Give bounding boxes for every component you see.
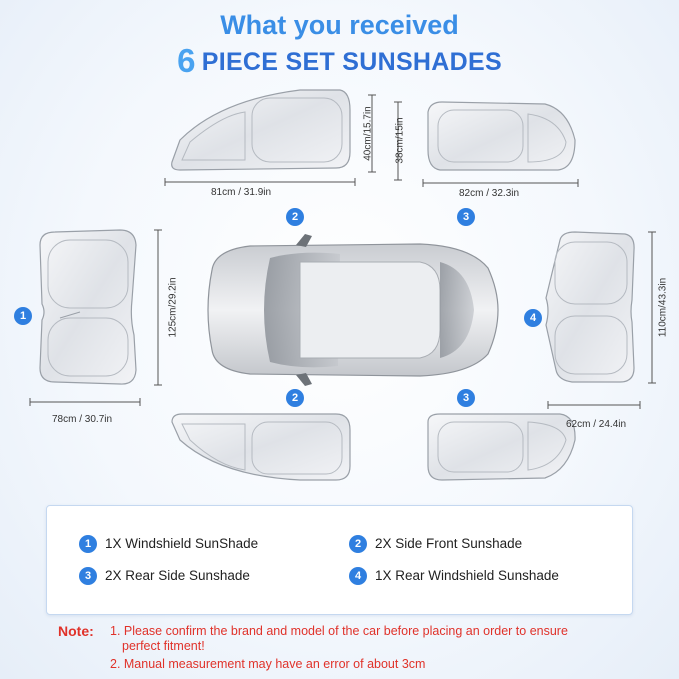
header-title: What you received [220, 10, 459, 40]
set-label: PIECE SET SUNSHADES [201, 48, 502, 76]
legend-badge: 1 [79, 535, 97, 553]
side-front-height-label: 40cm/15.7in [362, 106, 374, 161]
rear-windshield-height-label: 110cm/43.3in [657, 277, 669, 338]
side-front-width-label: 81cm / 31.9in [211, 187, 272, 198]
windshield-width-label: 78cm / 30.7in [52, 414, 113, 425]
marker-4: 4 [524, 309, 542, 327]
marker-2-bottom: 2 [286, 389, 304, 407]
marker-1: 1 [14, 307, 32, 325]
rear-windshield-shade [546, 232, 634, 382]
legend-label: 2X Rear Side Sunshade [105, 568, 250, 583]
legend-box [46, 505, 633, 615]
marker-3-top: 3 [457, 208, 475, 226]
legend-label: 1X Windshield SunShade [105, 536, 259, 551]
note-label: Note: [58, 623, 94, 639]
legend-label: 2X Side Front Sunshade [375, 536, 523, 551]
legend-label: 1X Rear Windshield Sunshade [375, 568, 559, 583]
marker-3-bottom: 3 [457, 389, 475, 407]
set-count: 6 [177, 42, 196, 79]
car-top-view [208, 234, 498, 386]
side-front-shade-bottom [172, 414, 350, 480]
legend-badge: 4 [349, 567, 367, 585]
rear-side-width-label: 82cm / 32.3in [459, 188, 520, 199]
side-front-shade-top [172, 90, 350, 170]
legend-badge: 2 [349, 535, 367, 553]
windshield-shade [40, 230, 136, 384]
marker-2-top: 2 [286, 208, 304, 226]
note-line-2: 2. Manual measurement may have an error of about 3cm [110, 657, 426, 671]
note-line-1b: perfect fitment! [122, 639, 205, 653]
rear-side-shade-top [428, 102, 575, 170]
rear-side-height-label: 38cm/15in [394, 117, 406, 164]
rear-windshield-width-label: 62cm / 24.4in [566, 419, 627, 430]
windshield-height-label: 125cm/29.2in [167, 277, 179, 338]
rear-side-shade-bottom [428, 414, 575, 480]
note-line-1: 1. Please confirm the brand and model of the car before placing an order to ensure [110, 624, 568, 638]
legend-badge: 3 [79, 567, 97, 585]
